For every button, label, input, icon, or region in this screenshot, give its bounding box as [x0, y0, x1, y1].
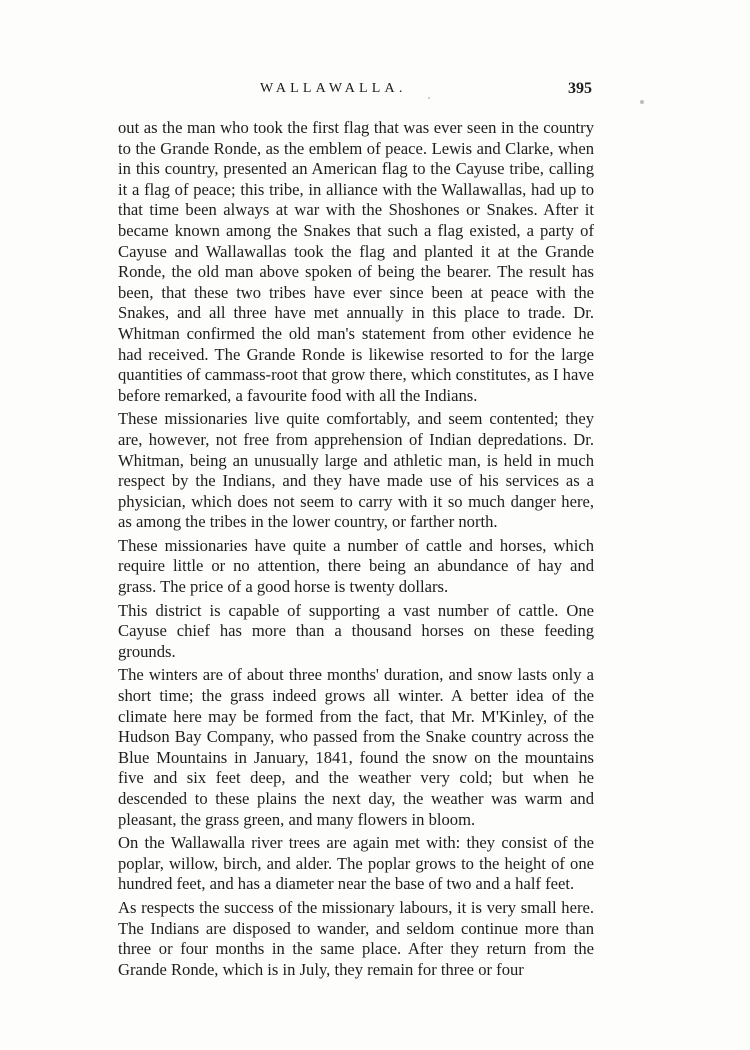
paragraph-6: On the Wallawalla river trees are again met with: they consist of the poplar, willow, birch, and alder. The poplar grows to the height of one hundred feet, and has a diameter near the base of two and a half feet.	[118, 833, 594, 894]
paragraph-3: These missionaries have quite a number of cattle and horses, which require little or no attention, there being an abundance of hay and grass. The price of a good horse is twenty dollars.	[118, 535, 594, 597]
paper-speck	[640, 100, 644, 104]
paragraph-1: out as the man who took the first flag that was ever seen in the country to the Grande Ronde, as the emblem of peace. Lewis and Clarke, when in this country, presented an American flag to the Cayuse tribe, calling it a flag of peace; this tribe, in alliance with the Wallawallas, had up to that time been always at war with the Shoshones or Snakes. After it became known among the Snakes that such a flag existed, a party of Cayuse and Wallawallas took the flag and planted it at the Grande Ronde, the old man above spoken of being the bearer. The result has been, that these two tribes have ever since been at peace with the Snakes, and all three have met annually in this place to trade. Dr. Whitman confirmed the old man's statement from other evidence he had received. The Grande Ronde is likewise resorted to for the large quantities of cammass-root that grow there, which constitutes, as I have before remarked, a favourite food with all the Indians.	[118, 118, 594, 405]
paragraph-7: As respects the success of the missionary labours, it is very small here. The Indians are disposed to wander, and seldom continue more than three or four months in the same place. After they return from the Grande Ronde, which is in July, they remain for three or four	[118, 897, 594, 979]
paragraph-5: The winters are of about three months' duration, and snow lasts only a short time; the grass indeed grows all winter. A better idea of the climate here may be formed from the fact, that Mr. M'Kinley, of the Hudson Bay Company, who passed from the Snake country across the Blue Mountains in January, 1841, found the snow on the mountains five and six feet deep, and the weather very cold; but when he descended to these plains the next day, the weather was warm and pleasant, the grass green, and many flowers in bloom.	[118, 665, 594, 829]
paragraph-4: This district is capable of supporting a vast number of cattle. One Cayuse chief has more than a thousand horses on these feeding grounds.	[118, 600, 594, 661]
paper-speck	[428, 97, 430, 99]
running-head: WALLAWALLA.	[260, 81, 407, 96]
paragraph-2: These missionaries live quite comfortably, and seem contented; they are, however, not free from apprehension of Indian depredations. Dr. Whitman, being an unusually large and athletic man, is held in much respect by the Indians, and they have made use of his services as a physician, which does not seem to carry with it so much danger here, as among the tribes in the lower country, or farther north.	[118, 409, 594, 532]
page-header	[118, 81, 594, 107]
page-number: 395	[568, 80, 592, 97]
body-text	[118, 118, 594, 980]
